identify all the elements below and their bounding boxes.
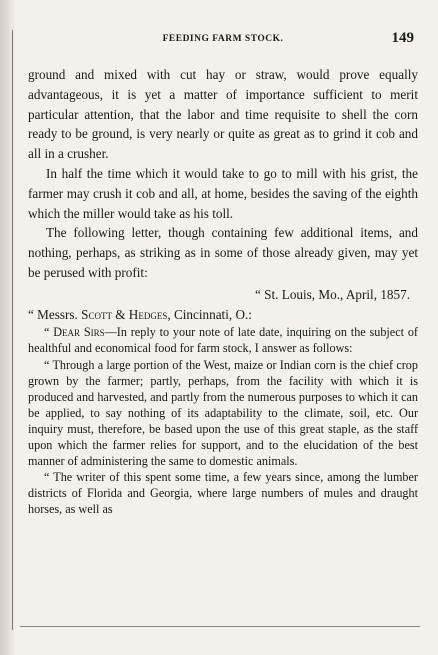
addressee-names: Scott & Hedges — [81, 306, 168, 322]
letter-opening: —In reply to your note of late date, inquiring on the subject of healthful and economical food for farm stock, I answer as follows: — [28, 325, 418, 356]
letter-salutation-paragraph — [28, 324, 418, 356]
page-body — [28, 65, 418, 517]
letter-paragraph-writer: “ The writer of this spent some time, a few years since, among the lumber districts of Florida and Georgia, where large numbers of mules and draught horses, as well as — [28, 470, 418, 517]
running-head — [28, 24, 418, 49]
binding-rule — [12, 30, 13, 630]
binding-edge — [0, 0, 16, 655]
letter-addressee — [28, 305, 418, 325]
page-bottom-rule — [20, 626, 420, 627]
page-number: 149 — [391, 30, 414, 46]
running-head-title: FEEDING FARM STOCK. — [162, 34, 284, 44]
addressee-prefix: “ Messrs. — [28, 306, 82, 322]
paragraph-mill: In half the time which it would take to go to mill with his grist, the farmer may crush it cob and all, at home, besides the saving of the eighth which the miller would take as his toll. — [28, 165, 418, 221]
letter-dateline: “ St. Louis, Mo., April, 1857. — [255, 286, 410, 302]
paragraph-following-letter: The following letter, though containing few additional items, and nothing, perhaps, as striking as in some of those already given, may yet be perused with profit: — [28, 225, 418, 280]
salutation-prefix: “ — [44, 325, 54, 340]
paragraph-continued: ground and mixed with cut hay or straw, would prove equally advantageous, it is yet a matter of importance sufficient to merit particular attention, that the labor and time requisite to shell the corn ready to be ground, is very nearly or quite as great as to grind it cob and all in a crusher. — [28, 67, 418, 162]
addressee-suffix: , Cincinnati, O.: — [167, 306, 252, 322]
book-page — [28, 24, 418, 622]
salutation: Dear Sirs — [53, 325, 105, 340]
letter-paragraph-maize: “ Through a large portion of the West, maize or Indian corn is the chief crop grown by the farmer; partly, perhaps, from the facility with which it is produced and harvested, and partly from the numerous purposes to which it can be applied, to say nothing of its adaptability to the climate, soil, etc. Our inquiry must, therefore, be based upon the use of this great staple, as the staff upon which the farmer relies for support, and to the elucidation of the best manner of administering the same to domestic animals. — [28, 357, 418, 469]
